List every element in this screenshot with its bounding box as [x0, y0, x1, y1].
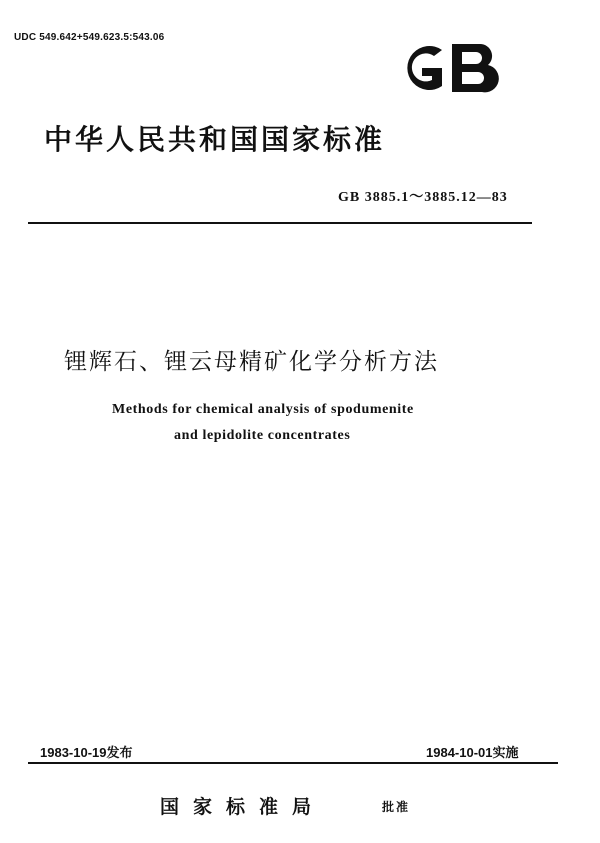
english-title-line2: and lepidolite concentrates	[174, 428, 351, 443]
gb-logo	[392, 40, 504, 96]
english-title-line1: Methods for chemical analysis of spodumenite	[112, 402, 414, 417]
implementation-date: 1984-10-01实施	[426, 745, 519, 760]
gb-logo-text: GB	[392, 40, 394, 41]
footer-divider	[28, 762, 558, 764]
approval-label: 批准	[382, 800, 411, 814]
header-divider	[28, 222, 532, 224]
udc-code: UDC 549.642+549.623.5:543.06	[14, 32, 165, 43]
issuing-bureau: 国家标准局	[160, 796, 326, 818]
chinese-title: 锂辉石、锂云母精矿化学分析方法	[64, 349, 439, 375]
standard-number: GB 3885.1～3885.12—83	[338, 190, 508, 205]
standard-category-title: 中华人民共和国国家标准	[44, 123, 386, 156]
issue-date: 1983-10-19发布	[40, 745, 133, 760]
